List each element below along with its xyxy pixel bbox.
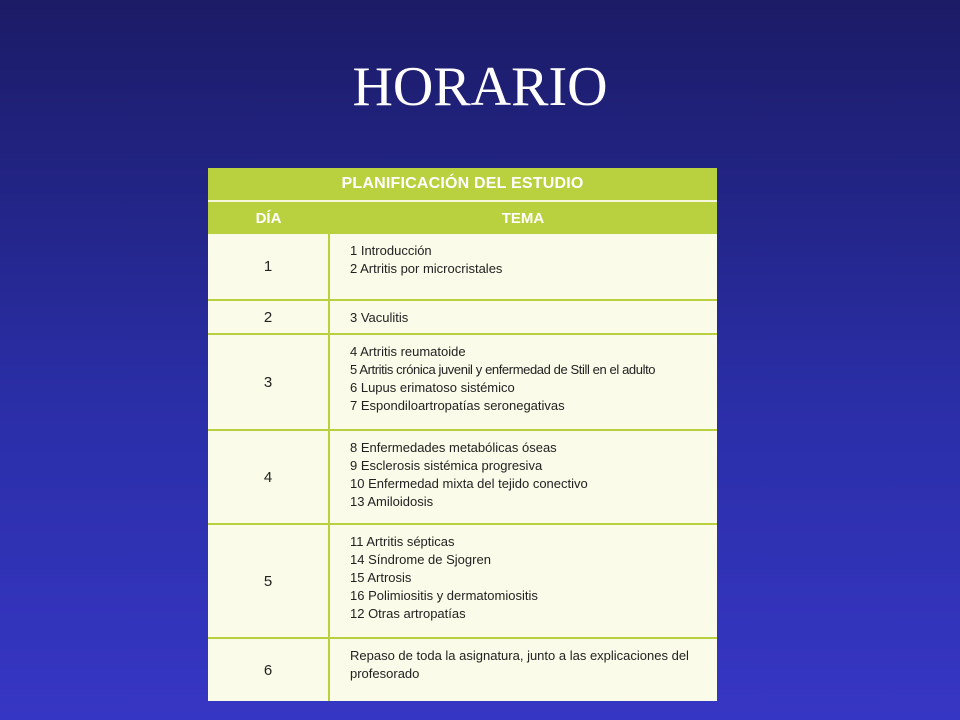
day-cell: 5 [208, 524, 329, 638]
table-title: PLANIFICACIÓN DEL ESTUDIO [208, 168, 717, 201]
topic-item: 4 Artritis reumatoide [350, 344, 466, 359]
day-cell: 2 [208, 300, 329, 334]
day-cell: 6 [208, 638, 329, 701]
topic-item: 16 Polimiositis y dermatomiositis [350, 588, 538, 603]
column-header-day: DÍA [208, 201, 329, 234]
table-title-row [208, 168, 717, 201]
topic-cell [329, 234, 717, 300]
topic-cell [329, 430, 717, 524]
table-row [208, 234, 717, 300]
day-cell: 1 [208, 234, 329, 300]
topic-item: Repaso de toda la asignatura, junto a las explicaciones del profesorado [350, 648, 689, 681]
slide-title: HORARIO [352, 56, 608, 118]
topic-item: 2 Artritis por microcristales [350, 261, 503, 276]
study-plan-table [208, 168, 717, 701]
topic-item: 8 Enfermedades metabólicas óseas [350, 440, 557, 455]
topic-cell [329, 638, 717, 701]
topic-item: 13 Amiloidosis [350, 494, 434, 509]
topic-cell [329, 524, 717, 638]
topic-item: 5 Artritis crónica juvenil y enfermedad de Still en el adulto [350, 362, 656, 377]
table-row [208, 638, 717, 701]
topic-item: 11 Artritis sépticas [350, 534, 455, 549]
topic-item: 7 Espondiloartropatías seronegativas [350, 398, 565, 413]
topic-item: 14 Síndrome de Sjogren [350, 552, 491, 567]
table-row [208, 300, 717, 334]
topic-item: 10 Enfermedad mixta del tejido conectivo [350, 476, 588, 491]
column-header-topic: TEMA [329, 201, 717, 234]
day-cell: 3 [208, 334, 329, 430]
topic-item: 3 Vaculitis [350, 310, 409, 325]
topic-cell [329, 334, 717, 430]
topic-cell [329, 300, 717, 334]
topic-item: 15 Artrosis [350, 570, 412, 585]
topic-item: 9 Esclerosis sistémica progresiva [350, 458, 543, 473]
topic-item: 6 Lupus erimatoso sistémico [350, 380, 515, 395]
table-row [208, 334, 717, 430]
table-row [208, 524, 717, 638]
day-cell: 4 [208, 430, 329, 524]
table-row [208, 430, 717, 524]
topic-item: 1 Introducción [350, 243, 432, 258]
table-header-row [208, 201, 717, 234]
topic-item: 12 Otras artropatías [350, 606, 466, 621]
